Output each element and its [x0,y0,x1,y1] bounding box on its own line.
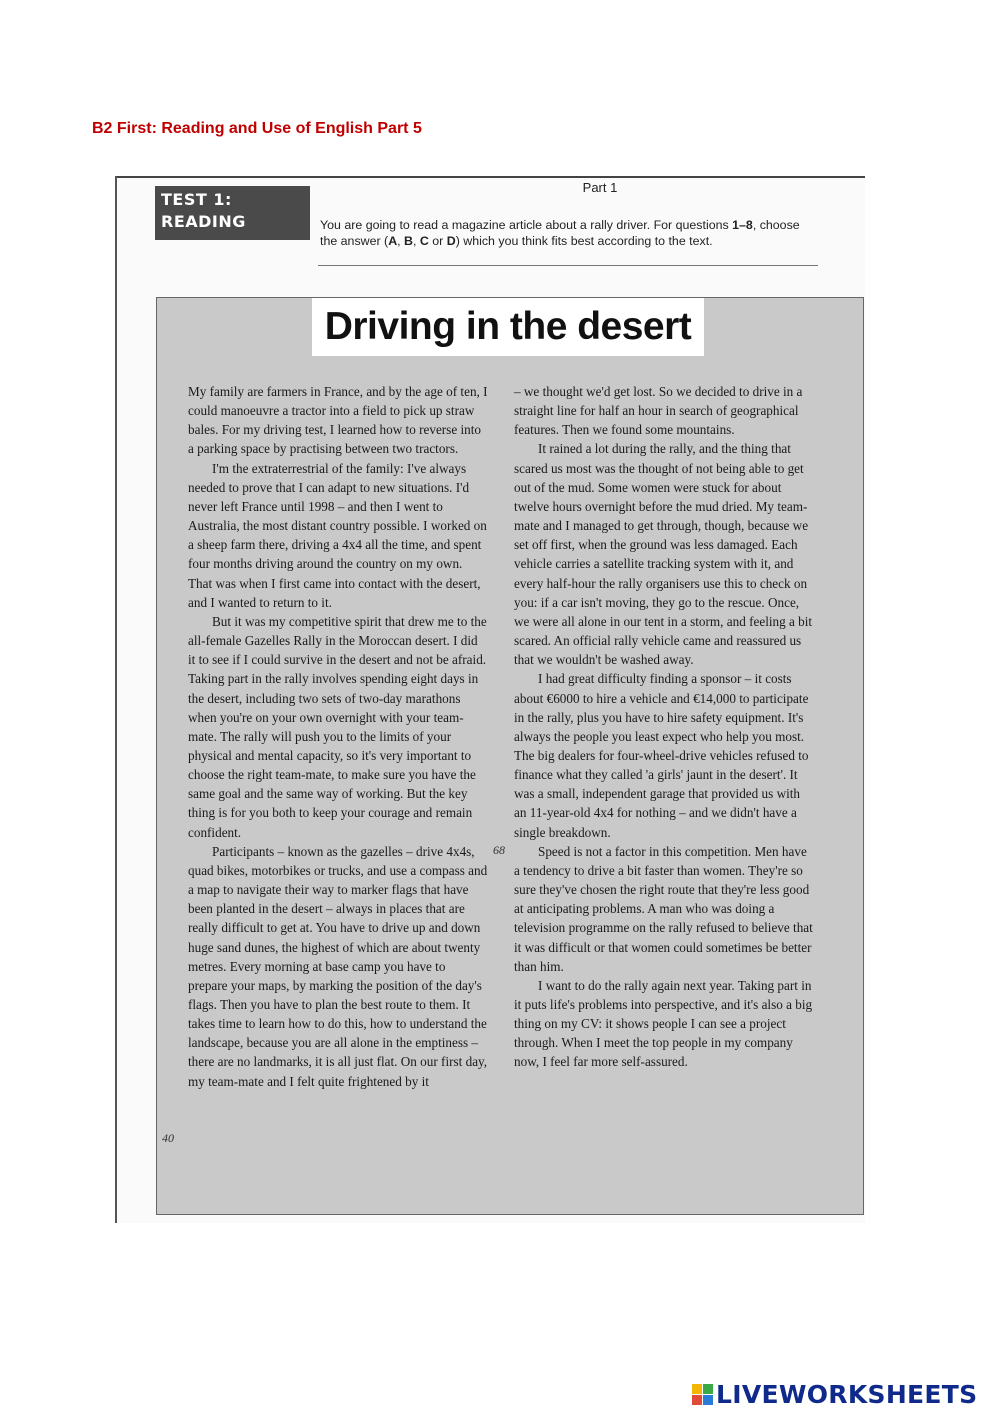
article-column-right [514,382,814,1072]
option-a: A [388,234,398,248]
test-label-line2: READING [161,212,246,231]
separator: or [428,234,447,248]
option-d: D [446,234,456,248]
option-c: C [419,234,429,248]
article-paragraph: My family are farmers in France, and by the age of ten, I could manoeuvre a tractor into a field to pick up straw bales. For my driving test, I learned how to reverse into a parking space by practising between two tractors. [188,384,488,457]
article-paragraph: I want to do the rally again next year. Taking part in it puts life's problems into perspective, and it's also a big thing on my CV: it shows people I can see a project through. When I meet the top people in my company now, I feel far more self-assured. [514,977,813,1070]
article-paragraph: It rained a lot during the rally, and the thing that scared us most was the thought of not being able to get out of the mud. Some women were stuck for about twelve hours overnight before the mud dried. My team-mate and I managed to get through, though, because we set off first, when the ground was less damaged. Each vehicle carries a satellite tracking system with it, and every half-hour the rally organisers use this to check on you: if a car isn't moving, they go to the rescue. Once, we were all alone in our tent in a storm, and feeling a bit scared. An official rally vehicle came and reassured us that we wouldn't be washed away. [514,441,813,668]
article-paragraph: Speed is not a factor in this competition. Men have a tendency to drive a bit faster than women. They're so sure they've chosen the right route that they're less good at anticipating problems. A man who was doing a television programme on the rally refused to believe that it was difficult or that women could sometimes be better than him. [514,843,813,974]
option-b: B [404,234,413,248]
article-title: Driving in the desert [312,298,704,356]
header-divider [318,265,818,266]
scan-top-edge [117,176,865,178]
scan-left-edge [115,176,117,1223]
instructions-text: , choose the answer ( [320,218,800,248]
article-paragraph: But it was my competitive spirit that drew me to the all-female Gazelles Rally in the Moroccan desert. I did it to see if I could survive in the desert and not be afraid. Taking part in the rally involves spending eight days in the desert, including two sets of two-day marathons when you're on your own overnight with your team-mate. The rally will push you to the limits of your physical and mental capacity, so it's very important to choose the right team-mate, to make sure you have the same goal and the same way of working. But the key thing is for you both to keep your courage and remain confident. [188,613,487,840]
part-label: Part 1 [582,180,618,195]
article-column-left [188,382,488,1091]
liveworksheets-logo[interactable] [692,1380,977,1409]
liveworksheets-icon [692,1384,714,1406]
brand-text: LIVEWORKSHEETS [716,1380,978,1409]
instructions-text: ) which you think fits best according to the text. [455,234,713,248]
test-label-box [155,186,310,240]
article-paragraph: Participants – known as the gazelles – drive 4x4s, quad bikes, motorbikes or trucks, and use a compass and a map to navigate their way to marker flags that have been planted in the desert – always in places that are really difficult to get at. You have to drive up and down huge sand dunes, the highest of which are about twenty metres. Every morning at base camp you have to prepare your maps, by marking the position of the day's flags. Then you have to plan the best route to them. It takes time to learn how to do this, how to understand the landscape, because you are all alone in the emptiness – there are no landmarks, it is all just flat. On our first day, my team-mate and I felt quite frightened by it [188,843,488,1089]
separator: , [412,234,420,248]
instructions [320,217,820,249]
article-paragraph: I had great difficulty finding a sponsor – it costs about €6000 to hire a vehicle and €14,000 to participate in the rally, plus you have to hire safety equipment. It's always the people you least expect who help you most. The big dealers for four-wheel-drive vehicles refused to finance what they called 'a girls' jaunt in the desert'. It was a small, independent garage that provided us with an 11-year-old 4x4 for nothing – and we didn't have a single breakdown. [514,671,809,840]
separator: , [397,234,405,248]
article-paragraph: – we thought we'd get lost. So we decided to drive in a straight line for half an hour in search of geographical features. Then we found some mountains. [514,384,803,438]
article-paragraph: I'm the extraterrestrial of the family: I've always needed to prove that I can adapt to new situations. I'd never left France until 1998 – and then I went to Australia, the most distant country possible. I worked on a sheep farm there, driving a 4x4 all the time, and spent four months driving around the country on my own. That was when I first came into contact with the desert, and I wanted to return to it. [188,460,487,610]
question-range: 1–8 [732,218,753,232]
test-label-line1: TEST 1: [161,190,232,209]
line-number-40: 40 [162,1131,174,1145]
instructions-text: You are going to read a magazine article about a rally driver. For questions [320,218,733,232]
worksheet-title: B2 First: Reading and Use of English Part 5 [92,120,422,137]
line-number-68: 68 [493,843,505,857]
